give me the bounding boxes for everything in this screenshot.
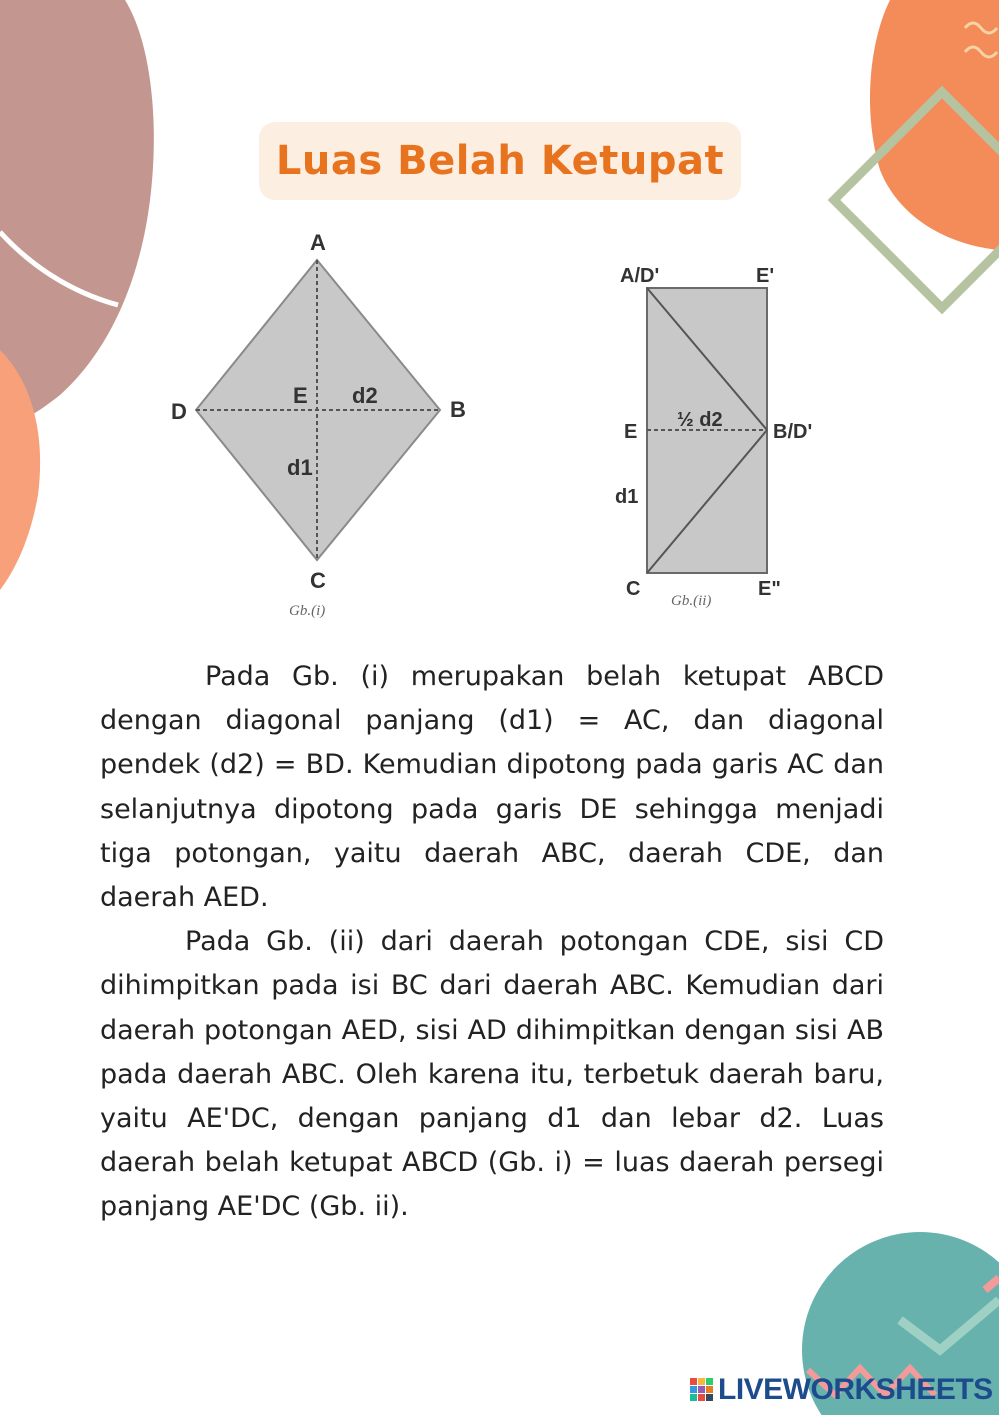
label-a: A <box>310 230 326 255</box>
label-b: B <box>450 397 466 422</box>
figure-rectangle <box>610 250 840 620</box>
label-ad: A/D' <box>620 265 660 287</box>
label-d2: d2 <box>352 383 378 408</box>
label-d1: d1 <box>287 455 313 480</box>
label-c: C <box>626 578 641 600</box>
label-e-double-prime: E" <box>758 578 781 600</box>
body-text <box>100 655 884 1230</box>
figure-rhombus <box>160 225 480 625</box>
paragraph-1: Pada Gb. (i) merupakan belah ketupat ABCD dengan diagonal panjang (d1) = AC, dan diagonal pendek (d2) = BD. Kemudian dipotong pada garis AC dan selanjutnya dipotong pada garis DE sehingga menjadi tiga potongan, yaitu daerah ABC, daerah CDE, dan daerah AED. <box>100 661 884 914</box>
label-half-d2: ½ d2 <box>677 409 723 431</box>
page-title: Luas Belah Ketupat <box>275 138 725 184</box>
mauve-blob-shape <box>0 0 154 430</box>
label-d1: d1 <box>615 486 639 508</box>
label-e: E <box>624 421 638 443</box>
liveworksheets-logo-icon <box>690 1378 714 1402</box>
label-d: D <box>171 399 187 424</box>
caption-figure-ii: Gb.(ii) <box>671 593 712 609</box>
liveworksheets-watermark <box>690 1372 993 1408</box>
label-bd: B/D' <box>773 421 813 443</box>
label-e-prime: E' <box>756 265 775 287</box>
paragraph-2: Pada Gb. (ii) dari daerah potongan CDE, sisi CD dihimpitkan pada isi BC dari daerah ABC. Kemudian dari daerah potongan AED, sisi AD dihimpitkan dengan sisi AB pada daerah ABC. Oleh karena itu, terbetuk daerah baru, yaitu AE'DC, dengan panjang d1 dan lebar d2. Luas daerah belah ketupat ABCD (Gb. i) = luas daerah persegi panjang AE'DC (Gb. ii). <box>100 926 884 1223</box>
title-banner <box>259 122 741 200</box>
label-e: E <box>293 383 308 408</box>
caption-figure-i: Gb.(i) <box>289 603 326 619</box>
watermark-text: LIVEWORKSHEETS <box>718 1373 993 1406</box>
label-c: C <box>310 568 326 593</box>
